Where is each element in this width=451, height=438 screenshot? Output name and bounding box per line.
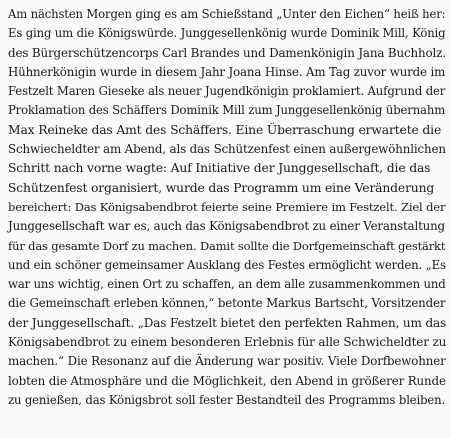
text-line: Junggesellschaft war es, auch das Königsabendbrot zu einer Veranstaltung (8, 219, 445, 234)
text-line: Hühnerkönigin wurde in diesem Jahr Joana Hinse. Am Tag zuvor wurde im (8, 64, 446, 79)
text-line: Max Reineke das Amt des Schäffers. Eine Überraschung erwartete die (8, 122, 442, 137)
text-line: Es ging um die Königswürde. Junggesellenkönig wurde Dominik Mill, König (8, 26, 446, 41)
text-line: lobten die Atmosphäre und die Möglichkeit, den Abend in größerer Runde (8, 373, 446, 388)
text-line: und ein schöner gemeinsamer Ausklang des Festes ermöglicht werden. „Es (8, 257, 446, 272)
article-text (8, 5, 448, 410)
text-line: bereichert: Das Königsabendbrot feierte seine Premiere im Festzelt. Ziel der (8, 199, 446, 214)
text-line: die Gemeinschaft erleben können,“ betonte Markus Bartscht, Vorsitzender (8, 296, 446, 311)
text-line: machen.“ Die Resonanz auf die Änderung war positiv. Viele Dorfbewohner (8, 354, 446, 369)
text-line: der Junggesellschaft. „Das Festzelt bietet den perfekten Rahmen, um das (8, 315, 447, 330)
text-line: Schritt nach vorne wagte: Auf Initiative der Junggesellschaft, die das (8, 161, 431, 176)
text-line: des Bürgerschützencorps Carl Brandes und Damenkönigin Jana Buchholz. (8, 45, 446, 60)
text-line: war uns wichtig, einen Ort zu schaffen, an dem alle zusammenkommen und (8, 277, 446, 292)
text-line: zu genießen, das Königsbrot soll fester Bestandteil des Programms bleiben. (8, 392, 446, 407)
text-line: für das gesamte Dorf zu machen. Damit sollte die Dorfgemeinschaft gestärkt (8, 238, 446, 253)
text-line: Königsabendbrot zu einem besonderen Erlebnis für alle Schwicheldter zu (8, 335, 447, 350)
text-line: Schwiecheldter am Abend, als das Schützenfest einen außergewöhnlichen (8, 142, 446, 157)
text-line: Schützenfest organisiert, wurde das Programm um eine Veränderung (8, 180, 435, 195)
text-line: Festzelt Maren Gieseke als neuer Jugendkönigin proklamiert. Aufgrund der (8, 84, 446, 99)
text-line: Am nächsten Morgen ging es am Schießstand „Unter den Eichen“ heiß her: (8, 7, 446, 21)
text-line: Proklamation des Schäffers Dominik Mill zum Junggesellenkönig übernahm (8, 103, 446, 118)
